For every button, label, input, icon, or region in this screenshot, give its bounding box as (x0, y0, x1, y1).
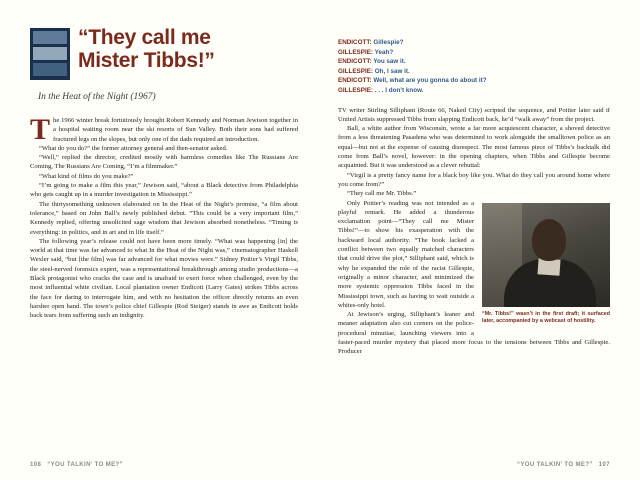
paragraph (30, 237, 298, 321)
right-page (320, 0, 640, 480)
paragraph-text: “What do you do?” the former attorney general and then-senator asked. (39, 144, 228, 152)
dialogue-text: Oh, I saw it. (374, 67, 410, 75)
paragraph (30, 153, 298, 172)
paragraph (338, 106, 610, 125)
paragraph (30, 200, 298, 237)
dialogue-line (338, 67, 610, 77)
dialogue-speaker: GILLESPIE: (338, 67, 373, 75)
dialogue-line (338, 48, 610, 58)
film-still-image (482, 203, 610, 307)
right-page-footer (517, 462, 610, 468)
photo-figure (482, 203, 610, 326)
dialogue-text: You saw it. (373, 58, 406, 66)
dialogue-line (338, 38, 610, 48)
film-strip-icon (30, 28, 70, 80)
paragraph-text: “I’m going to make a film this year,” Jewison said, “about a Black detective from Philadelphia who gets caught up in a murder investigation in Mississippi.” (30, 182, 298, 199)
paragraph-text: The thirtysomething unknown elaborated on In the Heat of the Night’s promise, “a film about tolerance,” based on John Ball’s newly published debut. “This could be a very important film,” Kennedy replied, offering unsolicited sage wisdom that Jewison absorbed nonetheless. “Timing is everything: in politics, and in art and in life itself.” (30, 200, 298, 236)
dialogue-line (338, 76, 610, 86)
paragraph (338, 171, 610, 190)
right-body-text (338, 106, 610, 357)
dialogue-text: Yeah? (374, 48, 394, 56)
paragraph (30, 181, 298, 200)
headline-line-1: “They call me (78, 26, 211, 49)
dialogue-speaker: GILLESPIE: (338, 48, 373, 56)
photo-caption: “Mr. Tibbs!” wasn’t in the first draft; it surfaced later, accompanied by a webcast of hostility. (482, 310, 610, 324)
footer-label: “YOU TALKIN’ TO ME?” (47, 462, 123, 468)
paragraph-text: “What kind of films do you make?” (39, 172, 134, 180)
dialogue-speaker: GILLESPIE: (338, 86, 373, 94)
dialogue-speaker: ENDICOTT: (338, 39, 372, 46)
paragraph-text: TV writer Stirling Silliphant (Route 66, Naked City) scripted the sequence, and Poitier later said if United Artists suppressed Tibbs from slapping Endicott back, he’d “walk away” from the project. (338, 106, 610, 123)
dialogue-text: Gillespie? (373, 39, 404, 46)
paragraph (338, 189, 610, 198)
left-page-footer (30, 462, 123, 468)
title-block (30, 26, 298, 80)
dialogue-speaker: ENDICOTT: (338, 58, 372, 66)
paragraph-text: “They call me Mr. Tibbs.” (347, 190, 417, 198)
dialogue-text: . . . I don’t know. (374, 86, 424, 94)
paragraph-text: “Well,” replied the director, credited mostly with harmless comedies like The Russians Are Coming, The Russians Are Coming, “I’m a filmmaker.” (30, 154, 298, 171)
headline-line-2: Mister Tibbs!” (78, 49, 215, 72)
paragraph-text: Ball, a white author from Wisconsin, wrote a far more acquiescent character, a shoved detective from a less threatening Pasadena who was determined to work alongside the smalltown police as an equal—but not at the expense of causing disrespect. The most famous piece of Tibbs’s backtalk did come from Ball’s novel, however: in the opening chapters, when Tibbs and Gillespie become acquainted. But it was understood as a clever rebuttal: (338, 125, 610, 170)
paragraph-text: Only Poitier’s reading was not intended as a playful remark. He added a thunderous exclamation point—“They call me Mister Tibbs!”—to show his exasperation with the backward local authority. “The book lacked a conflict between two equally matched characters that could drive the plot,” Silliphant said, which is why he expanded the role of the racist Gillespie, originally a minor character, and minimized the more systemic oppression Tibbs faced in the Mississippi town, such as having to wait outside a whites-only hotel. (338, 199, 474, 309)
dialogue-text: Well, what are you gonna do about it? (373, 77, 487, 85)
paragraph (30, 172, 298, 181)
paragraph-text: “Virgil is a pretty fancy name for a black boy like you. What do they call you around home where you come from?” (338, 171, 610, 188)
paragraph (338, 124, 610, 170)
left-body-text (30, 113, 298, 321)
dialogue-block (338, 38, 610, 96)
drop-cap: T (30, 113, 51, 146)
footer-label: “YOU TALKIN’ TO ME?” (517, 462, 593, 468)
dialogue-line (338, 86, 610, 96)
paragraph (30, 144, 298, 153)
paragraph-text: he 1966 winter break fortuitously brought Robert Kennedy and Norman Jewison together in a hospital waiting room near the ski resorts of Sun Valley. Both their sons had suffered fractured legs on the slopes, but only one of the dads required an introduction. (53, 117, 298, 143)
page-title (78, 26, 298, 72)
dialogue-speaker: ENDICOTT: (338, 77, 372, 85)
paragraph-text: The following year’s release could not have been more timely. “What was happening [in] the world at that time was far advanced to what In the Heat of the Night was,” cinematographer Haskell Wexler said, “but [the film] was far advanced for what movies were.” Sidney Poitier’s Virgil Tibbs, the steel-nerved forensics expert, was a representational breakthrough among studio productions—a Black protagonist who cracks the case and is unafraid to exert force when challenged, even by the most influential white civilian. Local plantation owner Endicott (Larry Gates) strikes Tibbs across the face for daring to interrogate him, and with no hesitation the officer directly returns an even harsher open hand. The town’s police chief Gillespie (Rod Steiger) stands in awe as Endicott holds back tears from suffering such an indignity. (30, 237, 298, 320)
paragraph-text: At Jewison’s urging, Silliphant’s leaner and meaner adaptation also cut corners on the police-procedural minutiae, launching viewers into a faster-paced murder mystery that placed more focus to the tensions between Tibbs and Gillespie. Producer (338, 311, 610, 356)
page-number: 107 (598, 462, 610, 468)
dialogue-line (338, 57, 610, 67)
film-subtitle: In the Heat of the Night (1967) (38, 92, 156, 102)
page-number: 108 (30, 462, 42, 468)
paragraph (30, 113, 298, 146)
